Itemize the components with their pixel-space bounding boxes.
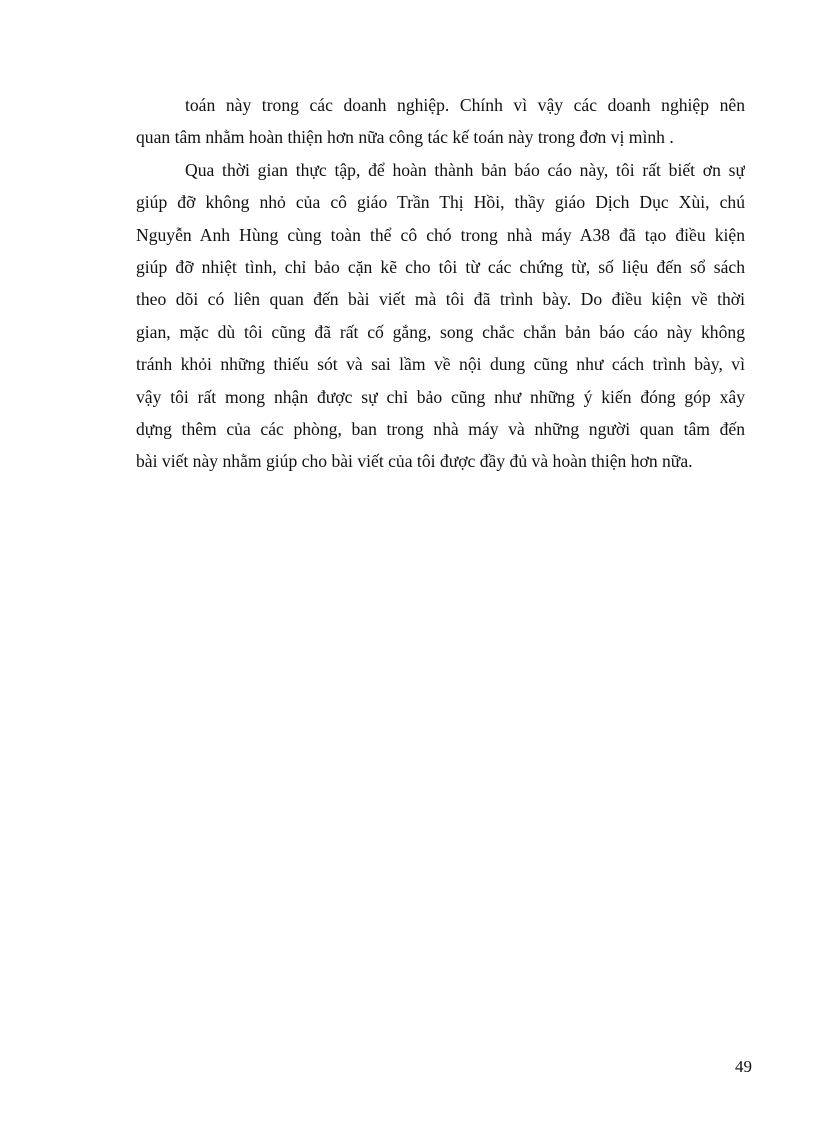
paragraph-2-line-8: vậy tôi rất mong nhận được sự chỉ bảo cũng như những ý kiến đóng góp xây	[136, 386, 745, 407]
paragraph-2-line-10: bài viết này nhằm giúp cho bài viết của tôi được đầy đủ và hoàn thiện hơn nữa.	[136, 451, 693, 472]
paragraph-1-line-2: quan tâm nhằm hoàn thiện hơn nữa công tác kế toán này trong đơn vị mình .	[136, 127, 674, 148]
page-number: 49	[735, 1057, 752, 1076]
paragraph-2-line-7: tránh khỏi những thiếu sót và sai lầm về nội dung cũng như cách trình bày, vì	[136, 354, 745, 375]
paragraph-2-line-2: giúp đỡ không nhỏ của cô giáo Trần Thị Hồi, thầy giáo Dịch Dục Xùi, chú	[136, 192, 745, 213]
paragraph-2	[136, 154, 745, 478]
paragraph-2-line-9: dựng thêm của các phòng, ban trong nhà máy và những người quan tâm đến	[136, 418, 745, 439]
paragraph-1-line-1: toán này trong các doanh nghiệp. Chính vì vậy các doanh nghiệp nên	[185, 95, 745, 115]
paragraph-2-line-4: giúp đỡ nhiệt tình, chỉ bảo cặn kẽ cho tôi từ các chứng từ, số liệu đến sổ sách	[136, 256, 745, 277]
paragraph-2-line-5: theo dõi có liên quan đến bài viết mà tôi đã trình bày. Do điều kiện về thời	[136, 289, 745, 310]
paragraph-1	[136, 89, 745, 154]
body-text	[136, 89, 745, 478]
paragraph-2-line-3: Nguyễn Anh Hùng cùng toàn thể cô chó trong nhà máy A38 đã tạo điều kiện	[136, 224, 745, 245]
paragraph-2-line-6: gian, mặc dù tôi cũng đã rất cố gắng, song chắc chắn bản báo cáo này không	[136, 321, 745, 342]
paragraph-2-line-1: Qua thời gian thực tập, để hoàn thành bản báo cáo này, tôi rất biết ơn sự	[185, 159, 745, 180]
